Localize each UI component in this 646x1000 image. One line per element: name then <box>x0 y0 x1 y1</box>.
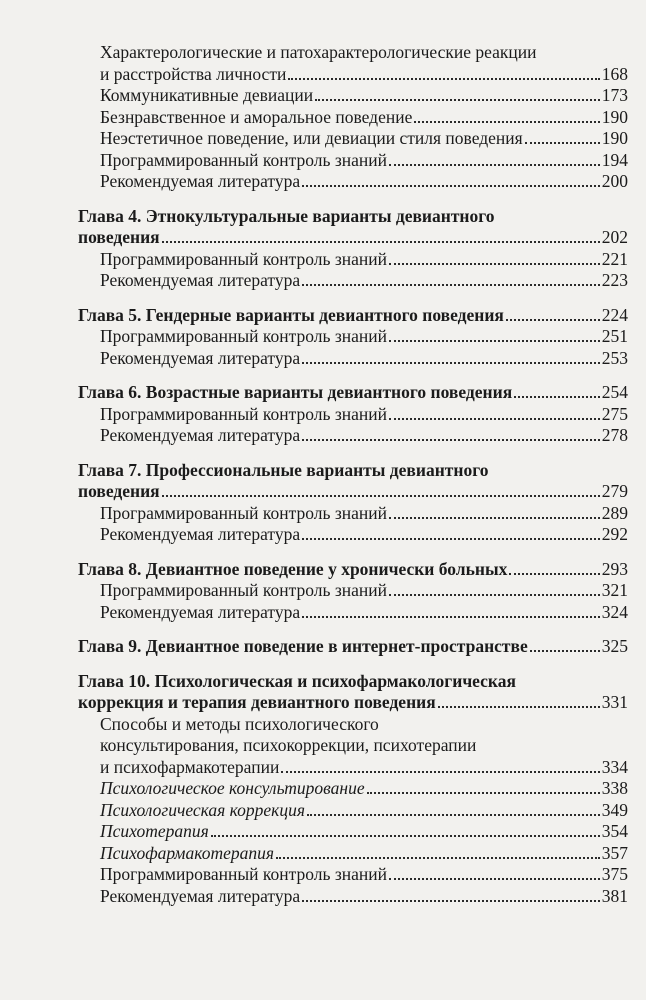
dot-leader <box>389 164 600 166</box>
toc-page-number: 349 <box>601 799 628 820</box>
toc-entry-line: Способы и методы психологического <box>100 713 379 734</box>
toc-entry-label: Психологическая коррекция <box>100 799 305 820</box>
dot-leader <box>288 78 599 80</box>
chapter-7-title-line: Глава 7. Профессиональные варианты девиантного <box>78 459 489 480</box>
toc-page-number: 293 <box>601 558 628 579</box>
dot-leader <box>162 495 600 497</box>
toc-page-number: 253 <box>601 347 628 368</box>
toc-entry <box>78 171 628 193</box>
toc-page-number: 173 <box>601 85 628 105</box>
toc-entry <box>78 821 628 843</box>
chapter-5-entry <box>78 305 628 327</box>
dot-leader <box>389 878 600 880</box>
toc-entry <box>78 85 628 107</box>
toc-entry-label: Глава 6. Возрастные варианты девиантного поведения <box>78 382 513 402</box>
toc-entry <box>78 150 628 172</box>
toc-page-number: 190 <box>601 128 628 148</box>
toc-entry-label: Психофармакотерапия <box>100 842 275 863</box>
dot-leader <box>302 185 600 187</box>
dot-leader <box>281 771 599 773</box>
toc-entry-label: коррекция и терапия девиантного поведения <box>78 692 436 712</box>
toc-page-number: 168 <box>601 63 628 84</box>
dot-leader <box>302 900 600 902</box>
toc-entry-label: Программированный контроль знаний <box>100 403 387 424</box>
toc-page-number: 325 <box>601 636 628 656</box>
toc-page-number: 331 <box>601 692 628 712</box>
toc-page-number: 275 <box>601 403 628 424</box>
dot-leader <box>211 835 600 837</box>
toc-entry-line: консультирования, психокоррекции, психотерапии <box>100 735 477 755</box>
toc-page-number: 375 <box>601 864 628 884</box>
toc-entry-label: и психофармакотерапии <box>100 756 280 777</box>
toc-entry-line: Характерологические и патохарактерологические реакции <box>100 42 537 62</box>
toc-entry-label: Психотерапия <box>100 821 209 841</box>
dot-leader <box>315 99 600 101</box>
toc-entry-label: Психологическое консультирование <box>100 778 365 798</box>
toc-entry <box>78 404 628 426</box>
toc-entry-label: и расстройства личности <box>100 63 287 84</box>
toc-entry <box>78 326 628 348</box>
chapter-4-title-line: Глава 4. Этнокультуральные варианты девиантного <box>78 205 495 226</box>
toc-entry <box>78 864 628 886</box>
dot-leader <box>367 792 600 794</box>
dot-leader <box>509 573 599 575</box>
toc-entry-label: Программированный контроль знаний <box>100 326 387 346</box>
toc-page-number: 254 <box>601 382 628 402</box>
toc-entry <box>78 580 628 602</box>
toc-entry <box>78 270 628 292</box>
toc-entry <box>78 249 628 271</box>
dot-leader <box>525 142 600 144</box>
toc-entry <box>78 107 628 129</box>
toc-page-number: 334 <box>601 756 628 777</box>
toc-page-number: 324 <box>601 601 628 622</box>
toc-entry-label: поведения <box>78 227 160 247</box>
toc-page-number: 381 <box>601 885 628 906</box>
toc-page-number: 190 <box>601 106 628 127</box>
dot-leader <box>514 396 600 398</box>
toc-entry-label: Рекомендуемая литература <box>100 347 301 368</box>
toc-entry-label: Программированный контроль знаний <box>100 149 387 170</box>
chapter-10-title-line: Глава 10. Психологическая и психофармакологическая <box>78 670 516 691</box>
toc-entry-label: Глава 8. Девиантное поведение у хронически больных <box>78 558 508 579</box>
dot-leader <box>530 650 600 652</box>
toc-entry-label: Рекомендуемая литература <box>100 601 301 622</box>
dot-leader <box>414 121 599 123</box>
dot-leader <box>438 706 600 708</box>
dot-leader <box>302 439 600 441</box>
dot-leader <box>506 319 600 321</box>
dot-leader <box>307 814 600 816</box>
chapter-8-entry <box>78 559 628 581</box>
toc-entry <box>78 800 628 822</box>
toc-page-number: 354 <box>601 821 628 841</box>
toc-page-number: 289 <box>601 502 628 523</box>
toc-page-number: 224 <box>601 304 628 325</box>
toc-entry-label: Программированный контроль знаний <box>100 580 387 600</box>
toc-page-number: 292 <box>601 524 628 544</box>
chapter-4-entry <box>78 227 628 249</box>
toc-page-number: 194 <box>601 149 628 170</box>
chapter-9-entry <box>78 636 628 658</box>
toc-entry-label: Рекомендуемая литература <box>100 885 301 906</box>
dot-leader <box>302 362 600 364</box>
toc-entry-label: Неэстетичное поведение, или девиации стиля поведения <box>100 128 523 148</box>
dot-leader <box>389 594 600 596</box>
toc-entry-label: поведения <box>78 481 160 501</box>
chapter-6-entry <box>78 382 628 404</box>
toc-entry-label: Глава 9. Девиантное поведение в интернет-пространстве <box>78 636 528 656</box>
table-of-contents <box>78 42 628 907</box>
dot-leader <box>162 241 600 243</box>
chapter-10-entry <box>78 692 628 714</box>
toc-entry <box>78 524 628 546</box>
dot-leader <box>389 340 600 342</box>
toc-entry-label: Рекомендуемая литература <box>100 425 301 445</box>
toc-entry-label: Программированный контроль знаний <box>100 248 387 269</box>
toc-entry <box>78 128 628 150</box>
toc-entry-label: Программированный контроль знаний <box>100 502 387 523</box>
dot-leader <box>389 418 600 420</box>
toc-entry-label: Глава 5. Гендерные варианты девиантного поведения <box>78 304 504 325</box>
dot-leader <box>276 857 600 859</box>
toc-entry <box>78 348 628 370</box>
toc-page-number: 223 <box>601 270 628 290</box>
toc-entry-label: Коммуникативные девиации <box>100 85 314 105</box>
toc-page-number: 357 <box>601 842 628 863</box>
toc-entry-label: Рекомендуемая литература <box>100 171 301 191</box>
chapter-7-entry <box>78 481 628 503</box>
toc-page-number: 221 <box>601 248 628 269</box>
toc-entry <box>78 778 628 800</box>
dot-leader <box>302 284 600 286</box>
toc-page-number: 200 <box>601 171 628 191</box>
toc-entry <box>78 843 628 865</box>
toc-entry <box>78 757 628 779</box>
toc-entry <box>78 886 628 908</box>
toc-page-number: 278 <box>601 425 628 445</box>
dot-leader <box>389 263 600 265</box>
dot-leader <box>302 616 600 618</box>
dot-leader <box>389 517 600 519</box>
toc-page-number: 251 <box>601 326 628 346</box>
toc-entry-label: Программированный контроль знаний <box>100 864 387 884</box>
toc-page-number: 279 <box>601 481 628 501</box>
toc-entry <box>78 503 628 525</box>
toc-entry <box>78 602 628 624</box>
toc-entry <box>78 64 628 86</box>
toc-entry-label: Рекомендуемая литература <box>100 270 301 290</box>
toc-entry-label: Безнравственное и аморальное поведение <box>100 106 413 127</box>
toc-entry <box>78 425 628 447</box>
toc-page-number: 202 <box>601 227 628 247</box>
toc-page-number: 321 <box>601 580 628 600</box>
toc-page-number: 338 <box>601 778 628 798</box>
toc-entry-label: Рекомендуемая литература <box>100 524 301 544</box>
dot-leader <box>302 538 600 540</box>
